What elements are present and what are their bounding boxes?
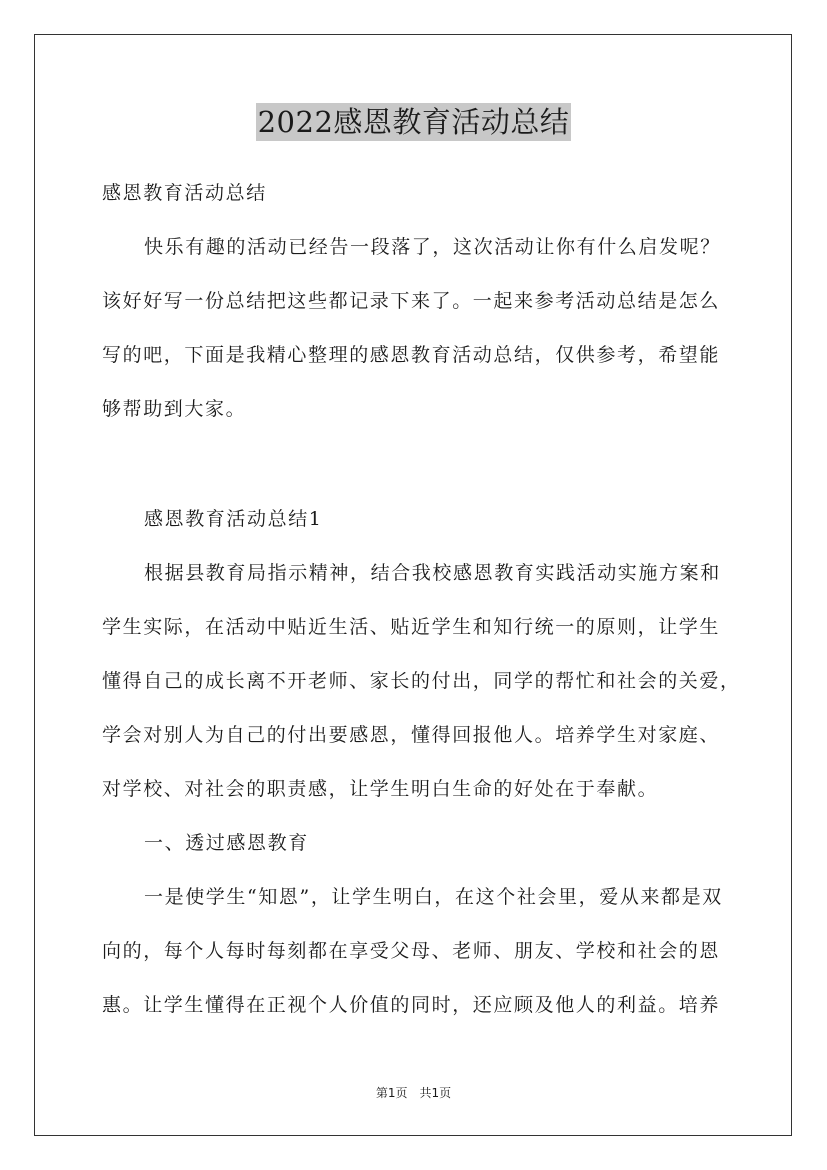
page-footer: 第1页 共1页 <box>375 1086 452 1100</box>
title-wrap <box>0 103 827 141</box>
intro-line: 写的吧，下面是我精心整理的感恩教育活动总结，仅供参考，希望能 <box>102 344 721 366</box>
section-title: 感恩教育活动总结1 <box>144 508 323 530</box>
intro-line: 够帮助到大家。 <box>102 398 247 420</box>
sub-line: 一是使学生“知恩”，让学生明白，在这个社会里，爱从来都是双 <box>144 886 723 908</box>
intro-line: 该好好写一份总结把这些都记录下来了。一起来参考活动总结是怎么 <box>102 290 721 312</box>
intro-line: 快乐有趣的活动已经告一段落了，这次活动让你有什么启发呢？ <box>144 236 721 258</box>
document-heading: 感恩教育活动总结 <box>102 182 267 204</box>
section-line: 对学校、对社会的职责感，让学生明白生命的好处在于奉献。 <box>102 778 659 800</box>
subheading: 一、透过感恩教育 <box>144 832 309 854</box>
section-line: 学生实际，在活动中贴近生活、贴近学生和知行统一的原则，让学生 <box>102 616 721 638</box>
section-line: 根据县教育局指示精神，结合我校感恩教育实践活动实施方案和 <box>144 562 721 584</box>
section-line: 学会对别人为自己的付出要感恩，懂得回报他人。培养学生对家庭、 <box>102 724 721 746</box>
sub-line: 惠。让学生懂得在正视个人价值的同时，还应顾及他人的利益。培养 <box>102 994 721 1016</box>
document-title: 2022感恩教育活动总结 <box>257 105 570 139</box>
section-line: 懂得自己的成长离不开老师、家长的付出，同学的帮忙和社会的关爱， <box>102 670 741 692</box>
sub-line: 向的，每个人每时每刻都在享受父母、老师、朋友、学校和社会的恩 <box>102 940 721 962</box>
